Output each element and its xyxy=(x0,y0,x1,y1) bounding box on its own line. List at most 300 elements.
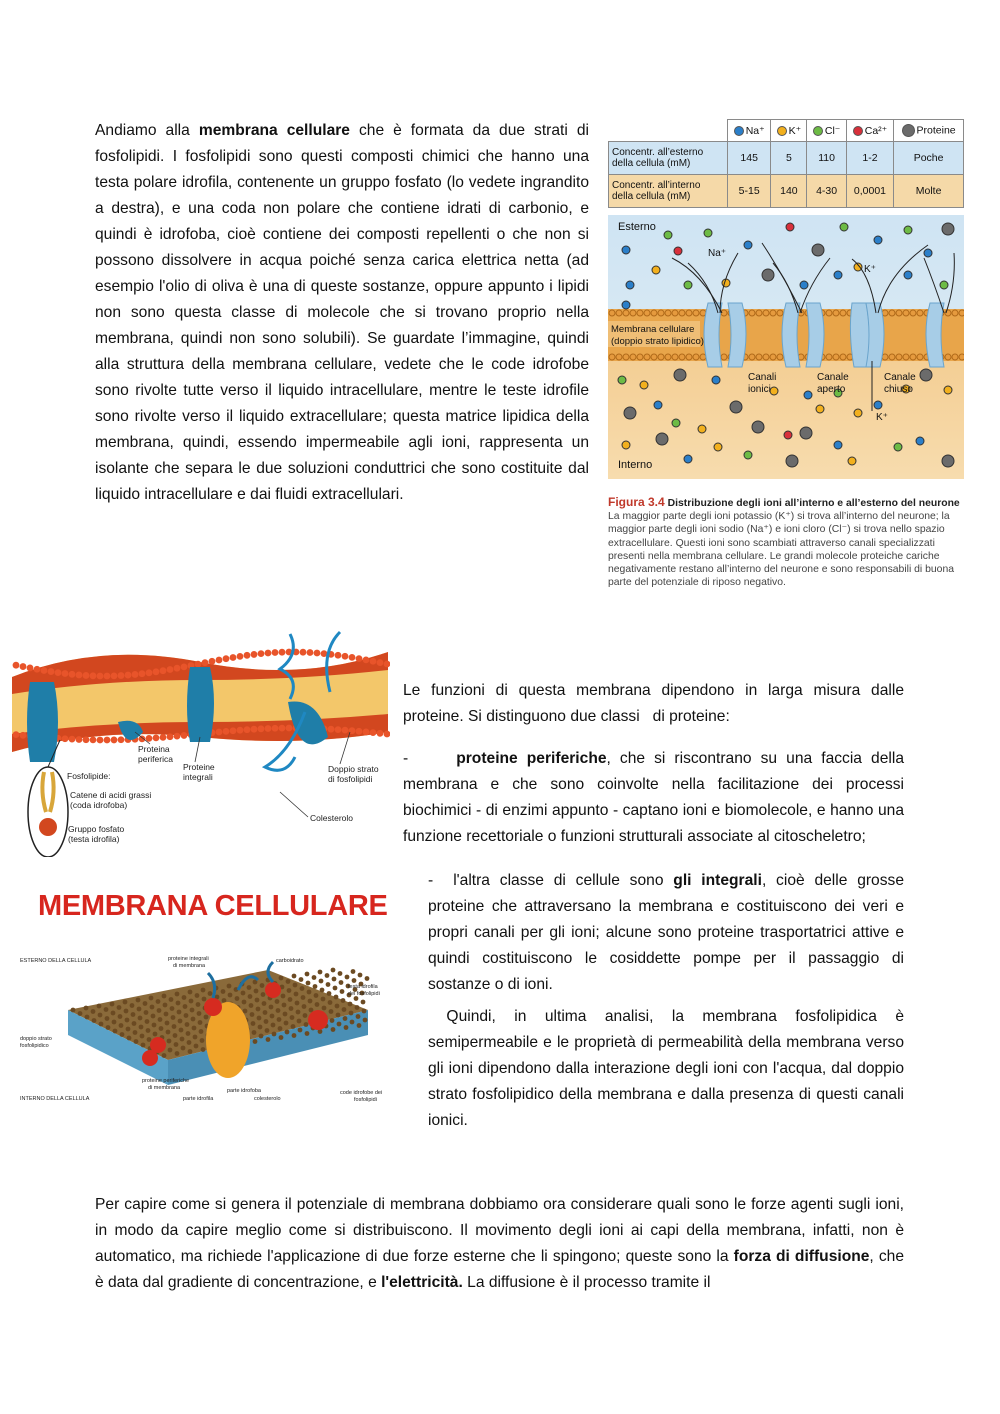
ion-dot xyxy=(714,443,722,451)
channel-closed xyxy=(850,303,884,367)
phospholipid-head xyxy=(209,658,216,665)
phospholipid-head xyxy=(272,725,279,732)
phospholipid-head xyxy=(177,1010,182,1015)
lipid-head xyxy=(763,310,769,316)
table-cell: Poche xyxy=(894,142,964,175)
lipid-head xyxy=(623,354,629,360)
phospholipid-head xyxy=(269,1005,274,1010)
lipid-head xyxy=(609,354,615,360)
lipid-head xyxy=(952,310,958,316)
ion-dot xyxy=(786,223,794,231)
phospholipid-head xyxy=(305,1031,310,1036)
lipid-head xyxy=(910,310,916,316)
phospholipid-head xyxy=(202,659,209,666)
phospholipid-head xyxy=(20,663,27,670)
phospholipid-head xyxy=(314,993,319,998)
lipid-head xyxy=(637,310,643,316)
membrane-title: MEMBRANA CELLULARE xyxy=(38,890,388,922)
phospholipid-head xyxy=(328,1000,333,1005)
lipid-head xyxy=(651,354,657,360)
phospholipid-head xyxy=(278,1026,283,1031)
phospholipid-head xyxy=(290,1015,295,1020)
phospholipid-head xyxy=(188,1049,193,1054)
phospholipid-head xyxy=(134,1039,139,1044)
phospholipid-head xyxy=(137,1007,142,1012)
phospholipid-head xyxy=(185,1022,190,1027)
lipid-head xyxy=(686,354,692,360)
phospholipid-head xyxy=(153,668,160,675)
phospholipid-head xyxy=(342,653,349,660)
phospholipid-head xyxy=(230,727,237,734)
phospholipid-head xyxy=(76,736,83,743)
phospholipid-head xyxy=(92,1018,97,1023)
phospholipid-head xyxy=(216,657,223,664)
phospholipid-head xyxy=(201,988,206,993)
table-cell: 110 xyxy=(807,142,846,175)
phospholipid-head xyxy=(193,1035,198,1040)
phospholipid-head xyxy=(174,665,181,672)
canale-chiuso-label-1: Canale xyxy=(884,372,916,383)
ion-concentration-table xyxy=(608,119,964,208)
phospholipid-head xyxy=(302,1004,307,1009)
lipid-head xyxy=(910,354,916,360)
phospholipid-head xyxy=(158,1017,163,1022)
canale-aperto-label-1: Canale xyxy=(817,372,849,383)
ion-dot xyxy=(800,281,808,289)
phospholipid-head xyxy=(358,973,363,978)
integral-protein xyxy=(187,667,214,742)
phospholipid-head xyxy=(349,654,356,661)
phospholipid-head xyxy=(335,1004,340,1009)
phospholipid-head xyxy=(162,1053,167,1058)
phospholipid-head xyxy=(331,1027,336,1032)
phospholipid-head xyxy=(120,1032,125,1037)
table-cell: 140 xyxy=(771,175,807,208)
ion-dot xyxy=(744,451,752,459)
phospholipid-head xyxy=(265,650,272,657)
ion-dot xyxy=(770,387,778,395)
phospholipid-head xyxy=(162,994,167,999)
phospholipid-head xyxy=(296,1010,301,1015)
phospholipid-head xyxy=(313,984,318,989)
phospholipid-head xyxy=(167,1039,172,1044)
lipid-head xyxy=(665,354,671,360)
phospholipid-head xyxy=(349,1011,354,1016)
phospholipid-head xyxy=(83,736,90,743)
phospholipid-head xyxy=(292,974,297,979)
phospholipid-head xyxy=(300,649,307,656)
ion-dot xyxy=(784,431,792,439)
table-cell: 0,0001 xyxy=(846,175,893,208)
ion-dot xyxy=(622,246,630,254)
phospholipid-head xyxy=(292,1033,297,1038)
phospholipid-head xyxy=(99,1022,104,1027)
phospholipid-head xyxy=(182,995,187,1000)
phospholipid-head xyxy=(91,1009,96,1014)
lipid-head xyxy=(917,310,923,316)
ion-dot xyxy=(626,281,634,289)
phospholipid-head xyxy=(333,986,338,991)
phospholipid-head xyxy=(377,659,384,666)
phospholipid-head xyxy=(276,1008,281,1013)
phospholipid-head xyxy=(340,989,345,994)
phospholipid-head xyxy=(194,1044,199,1049)
phospholipid-head xyxy=(339,980,344,985)
membrane-structure-diagram xyxy=(10,622,390,857)
phospholipid-head xyxy=(299,977,304,982)
ion-dot xyxy=(804,391,812,399)
phospholipid-head xyxy=(118,672,125,679)
phospholipid-head xyxy=(345,975,350,980)
phospholipid-head xyxy=(257,1016,262,1021)
table-row xyxy=(609,175,964,208)
lipid-head xyxy=(630,310,636,316)
ion-dot xyxy=(854,409,862,417)
phospholipid-head xyxy=(192,1026,197,1031)
phospholipid-head xyxy=(314,650,321,657)
ion-dot xyxy=(618,376,626,384)
lipid-head xyxy=(686,310,692,316)
phospholipid-head xyxy=(151,1014,156,1019)
phospholipid-head xyxy=(251,726,258,733)
phospholipid-head xyxy=(223,655,230,662)
phospholipid-head xyxy=(363,656,370,663)
phospholipid-head xyxy=(259,1034,264,1039)
lipid-head xyxy=(896,310,902,316)
phospholipid-head xyxy=(173,1033,178,1038)
phospholipid-head xyxy=(357,1023,362,1028)
phospholipid-head xyxy=(350,1020,355,1025)
phospholipid-head xyxy=(97,673,104,680)
header-ca: Ca²⁺ xyxy=(846,120,893,142)
phospholipid-head xyxy=(125,672,132,679)
lipid-head xyxy=(770,354,776,360)
phospholipid-head xyxy=(258,1025,263,1030)
phospholipid-head xyxy=(352,978,357,983)
phospholipid-head xyxy=(320,988,325,993)
phospholipid-head xyxy=(277,1017,282,1022)
lipid-head xyxy=(945,310,951,316)
table-cell: 5 xyxy=(771,142,807,175)
lipid-head xyxy=(644,310,650,316)
lipid-head xyxy=(889,310,895,316)
phospholipid-head xyxy=(171,1015,176,1020)
phospholipid-head xyxy=(356,728,363,735)
phospholipid-head xyxy=(119,1023,124,1028)
phospholipid-head xyxy=(152,1023,157,1028)
phospholipid-head xyxy=(252,1030,257,1035)
phospholipid-head xyxy=(27,665,34,672)
lipid-head xyxy=(672,354,678,360)
phospholipid-head xyxy=(146,1028,151,1033)
ion-dot xyxy=(704,229,712,237)
phospholipid-head xyxy=(172,1024,177,1029)
phospholipid-head xyxy=(76,672,83,679)
phospholipid-head xyxy=(145,1019,150,1024)
ion-dot xyxy=(652,266,660,274)
phospholipid-head xyxy=(85,1015,90,1020)
ion-dot xyxy=(840,223,848,231)
phospholipid-head xyxy=(222,998,227,1003)
phospholipid-head xyxy=(111,1011,116,1016)
phospholipid-head xyxy=(141,1043,146,1048)
lipid-head xyxy=(903,310,909,316)
phospholipid-head xyxy=(343,1016,348,1021)
phospholipid-head xyxy=(174,1042,179,1047)
ion-dot xyxy=(894,443,902,451)
ion-dot xyxy=(800,427,812,439)
label-doppio-strato: Doppio strato xyxy=(328,764,379,774)
phospholipid-head xyxy=(341,998,346,1003)
phospholipid-head xyxy=(319,979,324,984)
phospholipid-head xyxy=(256,1007,261,1012)
phospholipid-head xyxy=(261,992,266,997)
phospholipid-head xyxy=(266,1037,271,1042)
phospholipid-head xyxy=(258,650,265,657)
k-dot-icon xyxy=(777,126,787,136)
label-interno: INTERNO DELLA CELLULA xyxy=(20,1096,90,1102)
lipid-head xyxy=(945,354,951,360)
phospholipid-head xyxy=(104,673,111,680)
ion-dot xyxy=(640,381,648,389)
ion-dot xyxy=(744,241,752,249)
phospholipid-head xyxy=(183,1004,188,1009)
ion-dot xyxy=(752,421,764,433)
phospholipid-head xyxy=(279,725,286,732)
integral-protein xyxy=(27,682,58,762)
phospholipid-head xyxy=(298,1028,303,1033)
phospholipid-head xyxy=(318,970,323,975)
phospholipid-head xyxy=(289,1006,294,1011)
ion-dot xyxy=(834,271,842,279)
figure-title: Distribuzione degli ioni all’interno e all’esterno del neurone xyxy=(667,498,960,509)
phospholipid-head xyxy=(279,1035,284,1040)
phospholipid-head xyxy=(249,1003,254,1008)
phospholipid-head xyxy=(237,727,244,734)
label-catene: Catene di acidi grassi xyxy=(70,790,152,800)
phospholipid-head xyxy=(288,997,293,1002)
phospholipid-head xyxy=(282,1003,287,1008)
header-na: Na⁺ xyxy=(728,120,771,142)
label-esterno: ESTERNO DELLA CELLULA xyxy=(20,958,92,964)
ion-dot xyxy=(664,231,672,239)
lipid-head xyxy=(959,354,964,360)
phospholipid-head xyxy=(308,999,313,1004)
phospholipid-head xyxy=(169,997,174,1002)
ion-dot xyxy=(622,441,630,449)
phospholipid-head xyxy=(325,973,330,978)
ion-dot xyxy=(674,247,682,255)
phospholipid-head xyxy=(335,652,342,659)
lipid-head xyxy=(644,354,650,360)
phospholipid-head xyxy=(127,1036,132,1041)
phospholipid-head xyxy=(227,984,232,989)
phospholipid-head xyxy=(133,1030,138,1035)
phospholipid-head xyxy=(247,985,252,990)
phospholipid-head xyxy=(361,1000,366,1005)
lipid-head xyxy=(882,354,888,360)
phospholipid-head xyxy=(160,734,167,741)
phospholipid-head xyxy=(98,1013,103,1018)
phospholipid-head xyxy=(132,671,139,678)
list-dash: - xyxy=(428,872,434,889)
ion-dot xyxy=(942,223,954,235)
lipid-head xyxy=(679,310,685,316)
ion-dot xyxy=(762,269,774,281)
phospholipid-head xyxy=(144,1010,149,1015)
ion-dot xyxy=(812,244,824,256)
phospholipid-head xyxy=(332,977,337,982)
list-dash: - xyxy=(403,750,409,767)
protein-sphere xyxy=(204,998,222,1016)
label-doppio: doppio strato xyxy=(20,1036,52,1042)
phospholipid-head xyxy=(272,649,279,656)
lipid-head xyxy=(833,354,839,360)
lipid-head xyxy=(889,354,895,360)
ca-dot-icon xyxy=(853,126,863,136)
phospholipid-head xyxy=(208,991,213,996)
lipid-head xyxy=(840,354,846,360)
phospholipid-head xyxy=(130,1003,135,1008)
phospholipid-head xyxy=(329,1009,334,1014)
lipid-head xyxy=(777,354,783,360)
phospholipid-head xyxy=(293,983,298,988)
phospholipid-head xyxy=(69,671,76,678)
membrana-label: Membrana cellulare xyxy=(611,324,695,335)
phospholipid-head xyxy=(355,1005,360,1010)
phospholipid-head xyxy=(356,1014,361,1019)
phospholipid-head xyxy=(300,986,305,991)
phospholipid-head xyxy=(104,737,111,744)
phospholipid-head xyxy=(321,997,326,1002)
phospholipid-head xyxy=(315,1002,320,1007)
phospholipid-head xyxy=(190,1008,195,1013)
ion-dot xyxy=(944,386,952,394)
phospholipid-head xyxy=(258,725,265,732)
proteine-dot-icon xyxy=(902,124,915,137)
ion-dot xyxy=(674,369,686,381)
phospholipid-head xyxy=(163,1003,168,1008)
phospholipid-head xyxy=(189,999,194,1004)
table-cell: 145 xyxy=(728,142,771,175)
canali-ionici-label-2: ionici xyxy=(748,384,771,395)
phospholipid-head xyxy=(150,1005,155,1010)
label-parte-idrofoba: parte idrofoba xyxy=(227,1088,261,1094)
phospholipid-head xyxy=(187,1040,192,1045)
canale-aperto-label-2: aperto xyxy=(817,384,846,395)
phospholipid-head xyxy=(327,991,332,996)
phospholipid-head xyxy=(170,1006,175,1011)
phospholipid-head xyxy=(322,1006,327,1011)
label-proteina-periferica-2: periferica xyxy=(138,754,173,764)
phospholipid-head xyxy=(223,728,230,735)
phospholipid-head xyxy=(304,1022,309,1027)
doppio-strato-label: (doppio strato lipidico) xyxy=(611,336,704,347)
label-proteine-integrali: Proteine xyxy=(183,762,215,772)
interno-label: Interno xyxy=(618,459,653,471)
phospholipid-head xyxy=(48,668,55,675)
phospholipid-head xyxy=(221,989,226,994)
phospholipid-head xyxy=(336,1013,341,1018)
phospholipid-head xyxy=(124,1009,129,1014)
phospholipid-head xyxy=(370,729,377,736)
lipid-head xyxy=(903,354,909,360)
phospholipid-head xyxy=(262,1001,267,1006)
label-parte-idrofila: parte idrofila xyxy=(183,1096,214,1102)
phospholipid-head xyxy=(178,1019,183,1024)
phospholipid-head xyxy=(285,1030,290,1035)
phospholipid-head xyxy=(164,1012,169,1017)
phospholipid-head xyxy=(265,1028,270,1033)
phospholipid-head xyxy=(13,662,20,669)
phospholipid-head xyxy=(143,1001,148,1006)
label-code-2: fosfolipidi xyxy=(354,1097,377,1103)
header-proteine: Proteine xyxy=(894,120,964,142)
label-proteine-integrali-2: integrali xyxy=(183,772,213,782)
esterno-label: Esterno xyxy=(618,221,656,233)
phospholipid-head xyxy=(255,998,260,1003)
phospholipid-head xyxy=(295,1001,300,1006)
lipid-head xyxy=(637,354,643,360)
phospholipid-head xyxy=(250,1012,255,1017)
label-integrali-2: di membrana xyxy=(173,963,206,969)
lipid-head xyxy=(616,310,622,316)
lipid-head xyxy=(700,354,706,360)
phospholipid-head xyxy=(199,1029,204,1034)
phospholipid-head xyxy=(307,649,314,656)
phospholipid-head xyxy=(118,736,125,743)
phospholipid-head xyxy=(132,1021,137,1026)
lipid-head xyxy=(833,310,839,316)
canale-chiuso-label-2: chiuso xyxy=(884,384,913,395)
phospholipid-head xyxy=(34,666,41,673)
ion-dot xyxy=(712,376,720,384)
phospholipid-head xyxy=(307,990,312,995)
label-gruppo-fosfato-2: (testa idrofila) xyxy=(68,834,120,844)
protein-sphere xyxy=(142,1050,158,1066)
figure-body: La maggior parte degli ioni potassio (K⁺) si trova all’interno del neurone; la maggior parte degli ioni sodio (Na⁺) e ioni cloro (Cl⁻) si trova nello spazio extracellulare. Questi ioni sono scambiati attraverso canali specializzati presenti nella membrana cellulare. Le grandi molecole proteiche cariche negativamente restano all’interno del neurone e sono responsabili di buona parte del potenziale di riposo negativo. xyxy=(608,511,955,589)
phospholipid-head xyxy=(244,726,251,733)
phospholipid-head xyxy=(244,652,251,659)
lipid-head xyxy=(658,354,664,360)
phospholipid-head xyxy=(291,1024,296,1029)
ion-dot xyxy=(904,271,912,279)
lipid-head xyxy=(651,310,657,316)
phospholipid-head xyxy=(112,1020,117,1025)
phospholipid-head xyxy=(97,737,104,744)
ion-dot xyxy=(816,405,824,413)
phospholipid-head xyxy=(270,1014,275,1019)
table-corner xyxy=(609,120,728,142)
phospholipid-head xyxy=(55,669,62,676)
phospholipid-head xyxy=(263,1010,268,1015)
lipid-head xyxy=(896,354,902,360)
label-periferiche: proteine periferiche xyxy=(142,1078,190,1084)
phospholipid-head xyxy=(242,1000,247,1005)
phospholipid-head xyxy=(286,979,291,984)
lipid-head xyxy=(609,310,615,316)
ion-dot xyxy=(916,437,924,445)
phospholipid-head xyxy=(113,1029,118,1034)
table-row xyxy=(609,142,964,175)
ion-dot xyxy=(622,301,630,309)
phospholipid-head xyxy=(176,1001,181,1006)
lipid-head xyxy=(756,310,762,316)
ion-dot xyxy=(942,455,954,467)
protein-sphere xyxy=(265,982,281,998)
phospholipid-head xyxy=(254,989,259,994)
label-doppio-strato-2: di fosfolipidi xyxy=(328,774,373,784)
